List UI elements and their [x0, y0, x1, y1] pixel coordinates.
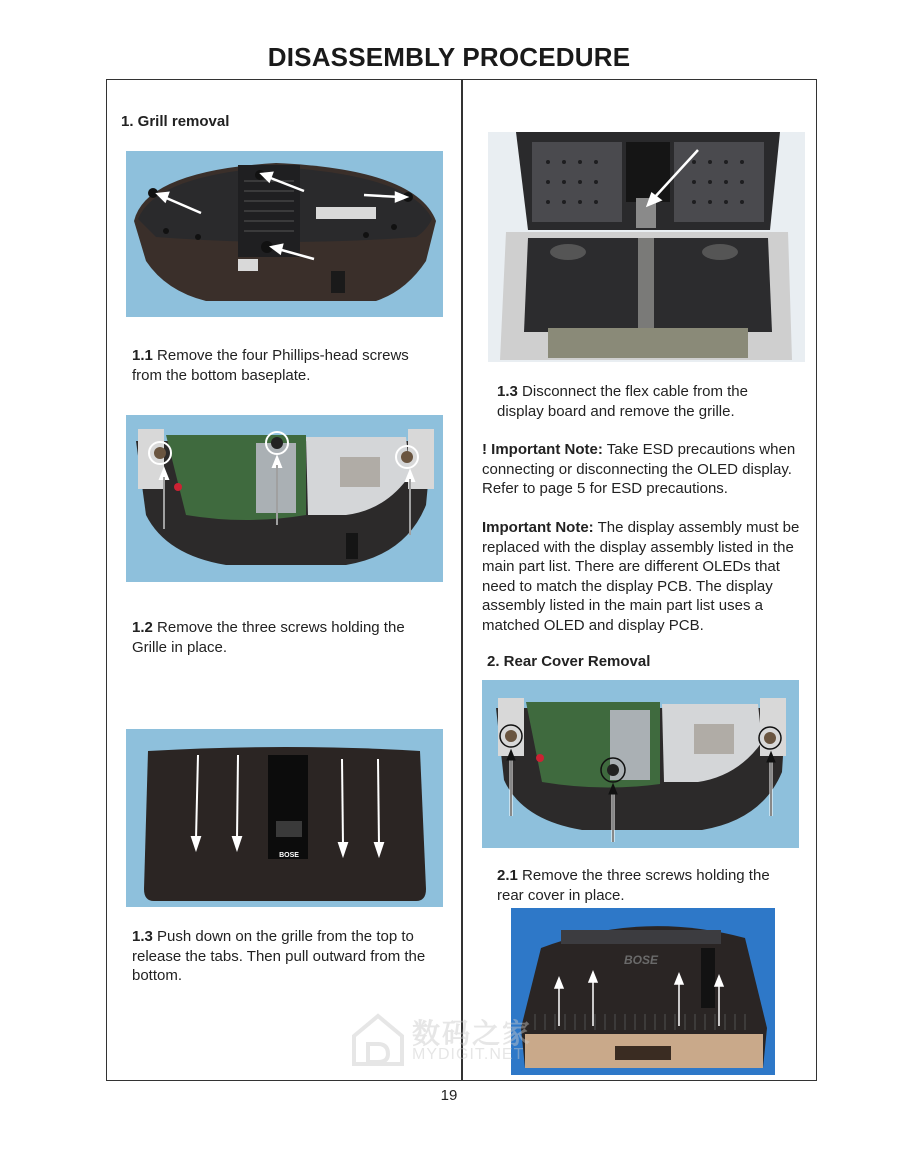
step-1-2-text [132, 618, 442, 657]
esd-note [482, 440, 808, 499]
photo-grille-front [126, 729, 443, 907]
page-title: DISASSEMBLY PROCEDURE [267, 42, 631, 72]
watermark [350, 1010, 550, 1070]
step-description: Remove the four Phillips-head screws from the bottom baseplate. [132, 347, 409, 384]
step-number: 2.1 [497, 867, 518, 884]
section-heading-grill-removal: 1. Grill removal [121, 113, 230, 130]
note-label: Important Note: [482, 519, 594, 536]
step-1-3-flex-text [497, 382, 797, 421]
house-icon [350, 1010, 406, 1066]
step-description: Push down on the grille from the top to release the tabs. Then pull outward from the bottom. [132, 928, 426, 984]
display-assembly-note [482, 518, 808, 635]
column-divider [461, 79, 463, 1081]
page-number: 19 [440, 1087, 458, 1104]
watermark-cn: 数码之家 [412, 1018, 533, 1049]
section-heading-rear-cover: 2. Rear Cover Removal [487, 653, 651, 670]
note-label: ! Important Note: [482, 441, 603, 458]
photo-flex-cable [488, 132, 805, 362]
step-1-1-text [132, 346, 442, 385]
step-description: Disconnect the flex cable from the display board and remove the grille. [497, 383, 748, 420]
bose-logo: BOSE [279, 852, 299, 859]
watermark-en: MYDIGIT.NET [412, 1046, 525, 1063]
step-2-1-text [497, 866, 797, 905]
step-description: Remove the three screws holding the Grille in place. [132, 619, 405, 656]
step-1-3-text [132, 927, 450, 986]
rear-bose-logo: BOSE [623, 953, 659, 967]
step-number: 1.1 [132, 347, 153, 364]
photo-rear-cover [511, 908, 775, 1075]
photo-rear-cover-screws [482, 680, 799, 848]
step-number: 1.3 [497, 383, 518, 400]
note-text: Take ESD precautions when connecting or disconnecting the OLED display. Refer to page 5 for ESD precautions. [482, 441, 796, 497]
note-text: The display assembly must be replaced with the display assembly listed in the main part list. There are different OLEDs that need to match the display PCB. The display assembly listed in the main part list uses a matched OLED and display PCB. [482, 519, 800, 634]
step-number: 1.2 [132, 619, 153, 636]
step-number: 1.3 [132, 928, 153, 945]
photo-grille-screws [126, 415, 443, 582]
photo-bottom-baseplate [126, 151, 443, 317]
step-description: Remove the three screws holding the rear cover in place. [497, 867, 770, 904]
